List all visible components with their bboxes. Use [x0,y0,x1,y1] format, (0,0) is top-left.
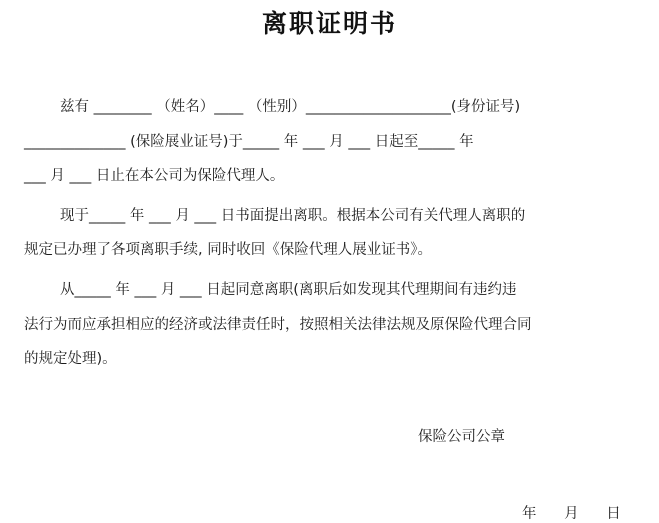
company-seal-label: 保险公司公章 [418,429,505,445]
paragraph-2-line-1: 现于_____ 年 ___ 月 ___ 日书面提出离职。根据本公司有关代理人离职的 [60,208,526,224]
paragraph-1-line-1: 兹有 ________ （姓名）____ （性别）____________________(身份证号) [60,99,521,115]
paragraph-1-line-3: ___ 月 ___ 日止在本公司为保险代理人。 [24,168,285,184]
paragraph-3-line-3: 的规定处理)。 [24,351,117,367]
paragraph-3-line-2: 法行为而应承担相应的经济或法律责任时，按照相关法律法规及原保险代理合同 [24,317,532,333]
paragraph-3-line-1: 从_____ 年 ___ 月 ___ 日起同意离职(离职后如发现其代理期间有违约违 [60,282,517,298]
signature-date: 年 月 日 [522,506,621,522]
paragraph-1-line-2: ______________ (保险展业证号)于_____ 年 ___ 月 ___ 日起至_____ 年 [24,134,474,150]
document-title: 离职证明书 [261,9,397,38]
paragraph-2-line-2: 规定已办理了各项离职手续, 同时收回《保险代理人展业证书》。 [24,242,432,258]
